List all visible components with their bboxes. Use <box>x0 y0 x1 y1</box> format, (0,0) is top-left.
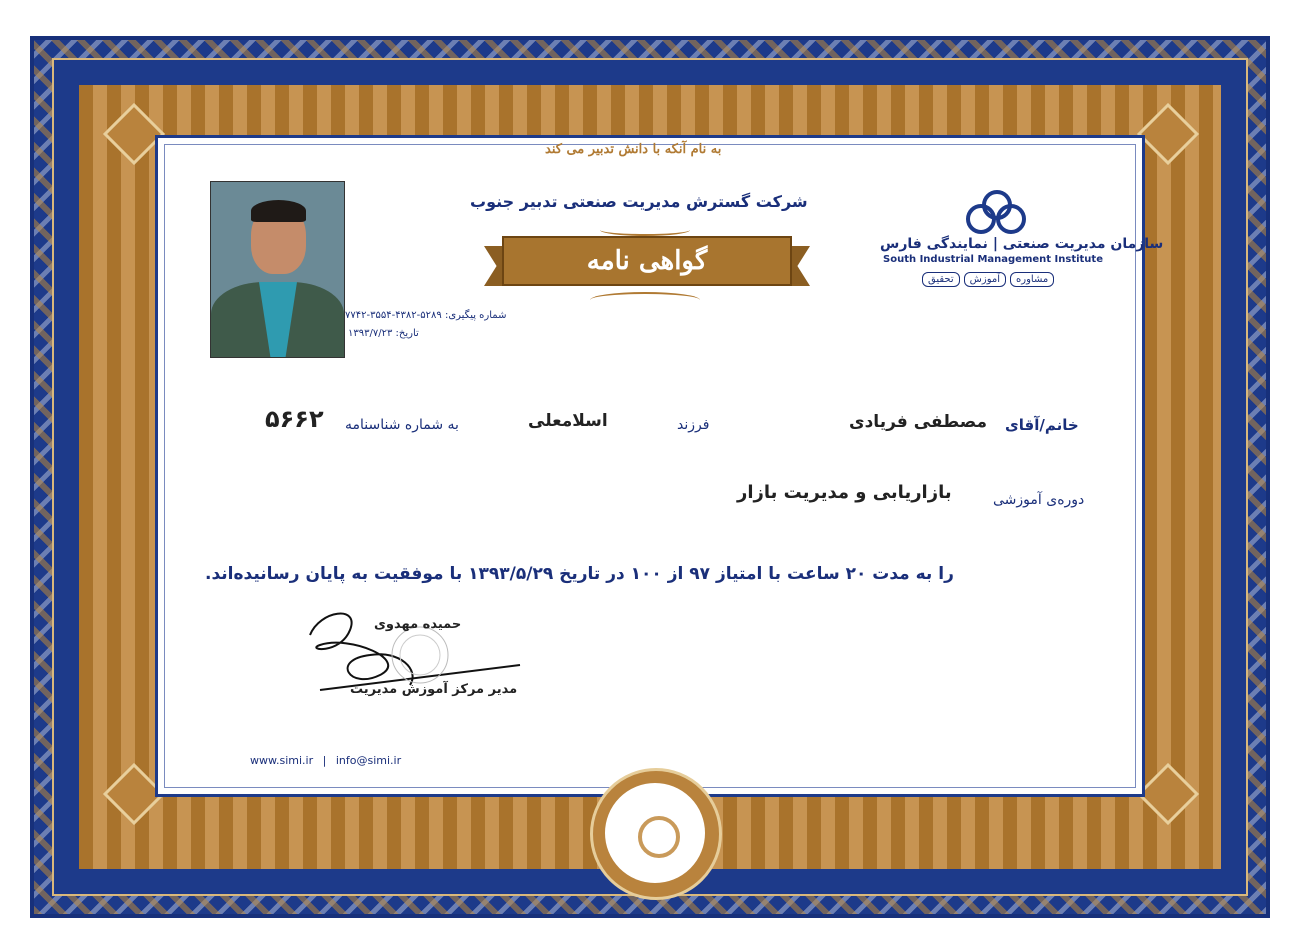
institute-logo-icon <box>966 190 1022 240</box>
child-of-label: فرزند <box>677 417 710 433</box>
footer-contact <box>250 754 401 767</box>
completion-sentence: را به مدت ۲۰ ساعت با امتیاز ۹۷ از ۱۰۰ در تاریخ ۱۳۹۳/۵/۲۹ با موفقیت به پایان رسانیده‌اند. <box>205 564 954 584</box>
seal-emblem-icon <box>638 816 680 858</box>
issue-date: تاریخ: ۱۳۹۳/۷/۲۳ <box>348 328 419 339</box>
course-name: بازاریابی و مدیریت بازار <box>737 482 952 503</box>
id-number: ۵۶۶۲ <box>265 405 324 433</box>
signer-title: مدیر مرکز آموزش مدیریت <box>350 682 518 697</box>
institute-name-en: South Industrial Management Institute <box>883 254 1103 265</box>
father-name: اسلامعلی <box>528 411 608 431</box>
service-consulting: مشاوره <box>1010 272 1054 287</box>
tracking-number: شماره پیگیری: ۵۲۸۹-۴۳۸۲-۳۵۵۴-۷۷۴۲ <box>345 310 507 321</box>
bismillah: به نام آنکه با دانش تدبیر می کند <box>545 142 722 157</box>
service-training: آموزش <box>964 272 1006 287</box>
institute-seal <box>590 768 722 900</box>
certificate-title: گواهی نامه <box>586 246 708 276</box>
id-label: به شماره شناسنامه <box>345 417 459 433</box>
photo-hair <box>251 200 306 222</box>
services-list <box>922 272 1054 287</box>
course-label: دوره‌ی آموزشی <box>993 492 1085 508</box>
title-ribbon <box>484 232 810 292</box>
footer-separator: | <box>322 754 327 767</box>
prefix-label: خانم/آقای <box>1005 416 1079 434</box>
service-research: تحقیق <box>922 272 960 287</box>
institute-name: سازمان مدیریت صنعتی | نمایندگی فارس <box>880 236 1164 252</box>
recipient-name: مصطفی فریادی <box>849 412 987 432</box>
logo-ring <box>996 204 1026 234</box>
company-name: شرکت گسترش مدیریت صنعتی تدبیر جنوب <box>470 192 808 211</box>
seal-inner <box>603 781 707 885</box>
recipient-photo <box>210 181 345 358</box>
ornament-bottom <box>590 292 700 308</box>
email-link[interactable]: info@simi.ir <box>335 754 402 767</box>
signer-name: حمیده مهدوی <box>374 617 462 632</box>
website-link[interactable]: www.simi.ir <box>250 754 314 767</box>
